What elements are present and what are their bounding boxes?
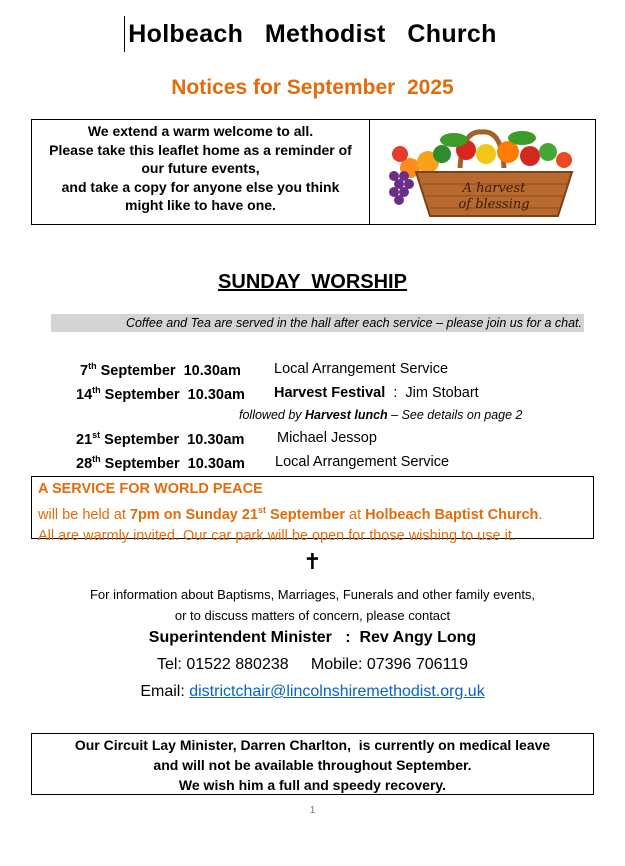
peace-pre: will be held at <box>38 506 130 523</box>
service-date: September 10.30am <box>100 431 245 448</box>
service-day-suffix: th <box>88 361 97 371</box>
service-day: 7 <box>80 362 89 379</box>
contact-info-line-1: For information about Baptisms, Marriages, Funerals and other family events, <box>89 587 536 602</box>
followed-pre: followed by <box>239 408 306 422</box>
service-day: 28 <box>76 455 93 472</box>
service-desc: : Jim Stobart <box>385 385 479 401</box>
peace-at: at <box>345 506 366 523</box>
service-desc: Local Arrangement Service <box>274 361 449 377</box>
welcome-text <box>32 120 370 224</box>
email-row <box>0 683 625 701</box>
svg-text:A harvest: A harvest <box>462 181 526 196</box>
service-row <box>76 385 245 403</box>
superintendent-minister: Superintendent Minister : Rev Angy Long <box>148 629 477 646</box>
page-subtitle: Notices for September 2025 <box>171 76 454 99</box>
peace-time: 7pm on Sunday 21 <box>129 506 259 523</box>
lay-minister-box <box>31 733 594 795</box>
followed-bold: Harvest lunch <box>305 408 388 422</box>
peace-line-2 <box>38 500 593 526</box>
page-number: 1 <box>309 805 316 816</box>
service-date: September 10.30am <box>100 386 245 403</box>
lay-minister-line: We wish him a full and speedy recovery. <box>178 777 447 793</box>
welcome-line: our future events, <box>141 160 260 176</box>
world-peace-box <box>31 476 594 544</box>
peace-line-3: All are warmly invited. Our car park will be open for those wishing to use it. <box>38 527 516 544</box>
peace-sup: st <box>258 505 267 515</box>
service-day: 21 <box>76 431 93 448</box>
service-day: 14 <box>76 386 93 403</box>
lay-minister-line: and will not be available throughout September. <box>153 757 472 773</box>
service-day-suffix: th <box>92 454 101 464</box>
service-desc-bold: Harvest Festival <box>274 385 386 401</box>
service-row <box>76 454 245 472</box>
lay-minister-line: Our Circuit Lay Minister, Darren Charlton, is currently on medical leave <box>74 737 551 753</box>
peace-heading: A SERVICE FOR WORLD PEACE <box>38 481 263 497</box>
service-row <box>76 430 244 448</box>
coffee-note: Coffee and Tea are served in the hall after each service – please join us for a chat. <box>51 314 584 332</box>
service-day-suffix: th <box>92 385 101 395</box>
page-title: Holbeach Methodist Church <box>128 20 497 48</box>
welcome-line: and take a copy for anyone else you think <box>61 178 340 195</box>
welcome-box <box>31 119 596 225</box>
service-desc-row <box>274 385 479 401</box>
welcome-line: Please take this leaflet home as a reminder of <box>49 141 352 158</box>
email-link[interactable]: districtchair@lincolnshiremethodist.org.uk <box>189 683 485 700</box>
followed-post: – See details on page 2 <box>387 408 523 422</box>
harvest-lunch-note <box>239 408 523 422</box>
welcome-line: We extend a warm welcome to all. <box>87 123 314 139</box>
service-desc: Michael Jessop <box>277 430 377 446</box>
svg-text:of blessing: of blessing <box>458 197 530 212</box>
service-desc: Local Arrangement Service <box>275 454 450 470</box>
email-label: Email: <box>140 683 190 700</box>
service-row <box>80 361 241 379</box>
welcome-line: might like to have one. <box>125 197 276 213</box>
section-title-sunday-worship: SUNDAY WORSHIP <box>218 271 407 293</box>
peace-month: September <box>266 506 346 523</box>
contact-info-line-2: or to discuss matters of concern, please contact <box>174 608 451 623</box>
telephone-numbers: Tel: 01522 880238 Mobile: 07396 706119 <box>156 656 469 673</box>
service-date: September 10.30am <box>96 362 241 379</box>
service-date: September 10.30am <box>100 455 245 472</box>
peace-end: . <box>538 506 543 523</box>
harvest-basket-image <box>382 124 582 220</box>
cross-icon: ✝ <box>303 549 322 574</box>
service-day-suffix: st <box>92 430 101 440</box>
peace-venue: Holbeach Baptist Church <box>365 506 539 523</box>
